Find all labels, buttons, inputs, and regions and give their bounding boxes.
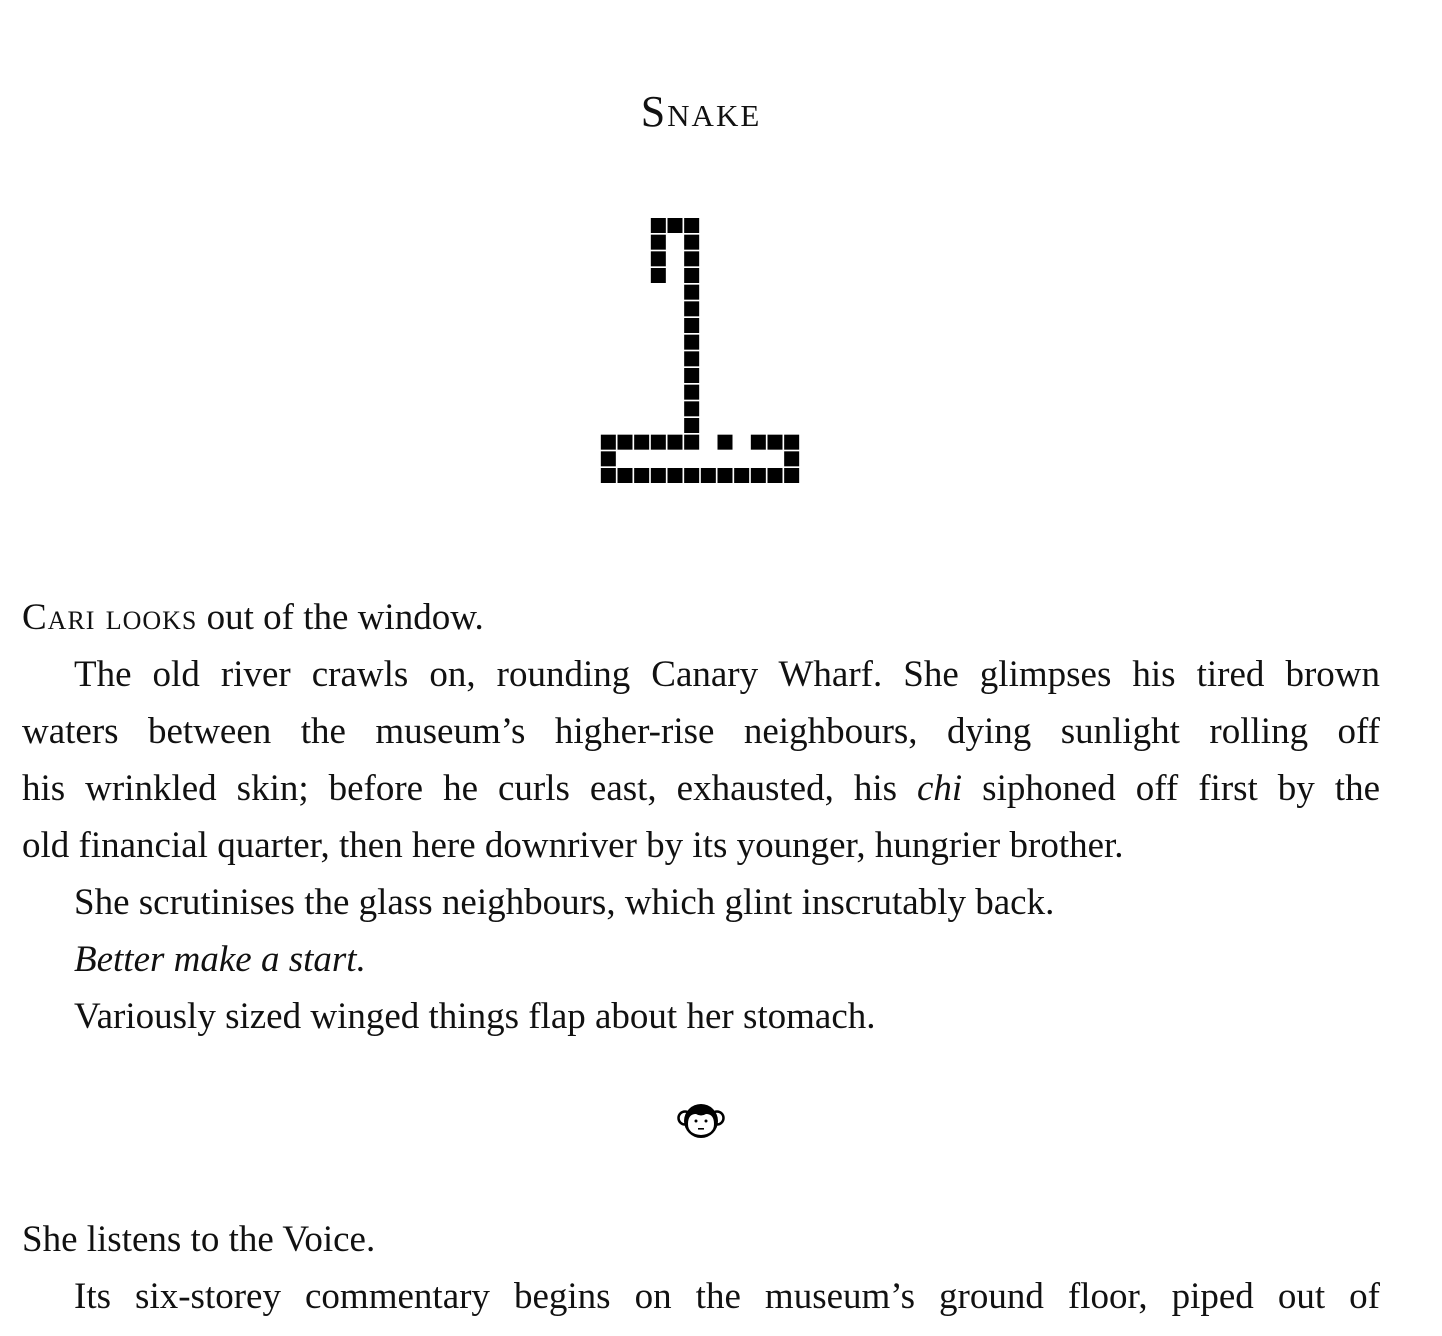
text-span: siphoned off first by the bbox=[962, 768, 1380, 809]
italic-chi: chi bbox=[917, 768, 963, 809]
paragraph-line: Its six-storey commentary begins on the museum’s ground floor, piped out of bbox=[74, 1276, 1380, 1317]
snake-pixel-art-icon bbox=[600, 217, 800, 484]
opening-rest: out of the window. bbox=[197, 597, 484, 638]
paragraph: She listens to the Voice. bbox=[22, 1219, 376, 1260]
paragraph-line: waters between the museum’s higher-rise neighbours, dying sunlight rolling off bbox=[22, 711, 1380, 752]
opening-line bbox=[22, 598, 484, 638]
paragraph-line bbox=[22, 769, 1380, 809]
italic-thought: Better make a start. bbox=[74, 939, 366, 980]
paragraph-line: The old river crawls on, rounding Canary Wharf. She glimpses his tired brown bbox=[74, 654, 1380, 695]
opening-smallcaps: Cari looks bbox=[22, 597, 198, 638]
paragraph: She scrutinises the glass neighbours, which glint inscrutably back. bbox=[74, 882, 1055, 923]
paragraph: Variously sized winged things flap about her stomach. bbox=[74, 996, 876, 1037]
text-span: his wrinkled skin; before he curls east, exhausted, his bbox=[22, 768, 917, 809]
chapter-title: Snake bbox=[640, 87, 762, 136]
monkey-face-icon bbox=[676, 1100, 726, 1142]
paragraph-line: old financial quarter, then here downriver by its younger, hungrier brother. bbox=[22, 825, 1124, 866]
